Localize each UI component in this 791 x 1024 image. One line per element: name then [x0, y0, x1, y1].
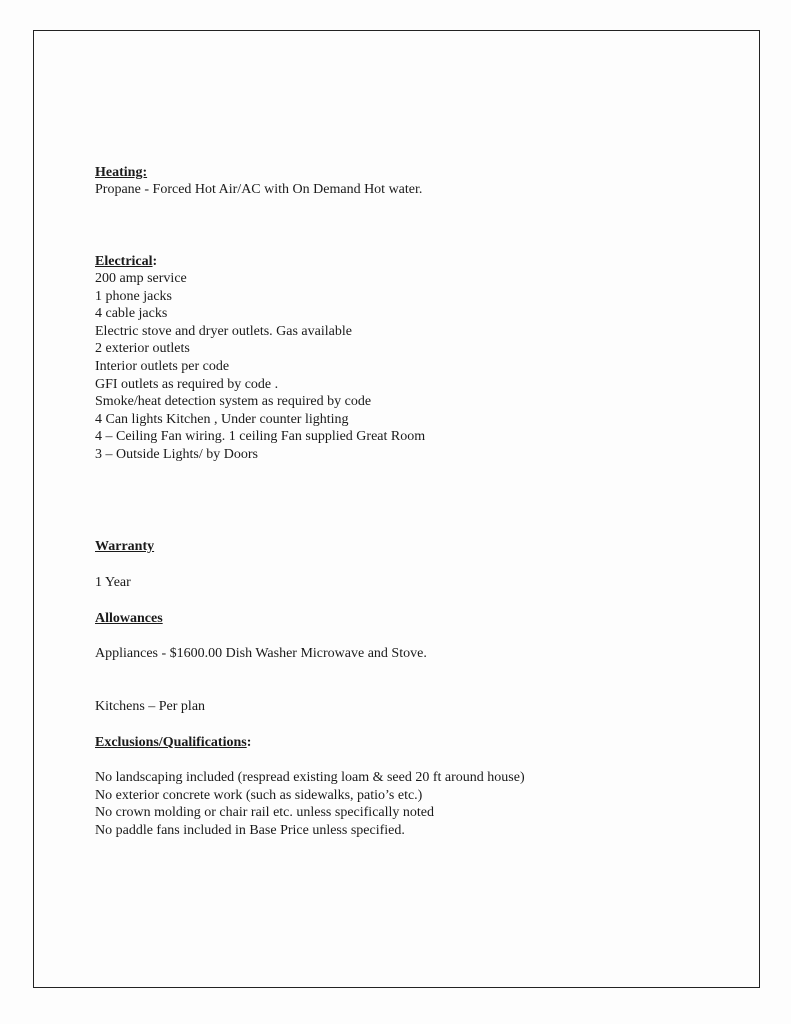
warranty-text: 1 Year [95, 575, 131, 590]
allowances-appliances: Appliances - $1600.00 Dish Washer Microwave and Stove. [95, 646, 427, 661]
exclusion-item: No exterior concrete work (such as sidewalks, patio’s etc.) [95, 787, 423, 803]
electrical-item: 3 – Outside Lights/ by Doors [95, 446, 258, 462]
electrical-item: 4 Can lights Kitchen , Under counter lighting [95, 411, 349, 427]
electrical-item: Interior outlets per code [95, 358, 230, 374]
electrical-item: 4 – Ceiling Fan wiring. 1 ceiling Fan supplied Great Room [95, 429, 426, 445]
exclusion-item: No crown molding or chair rail etc. unless specifically noted [95, 805, 435, 821]
exclusion-item: No landscaping included (respread existing loam & seed 20 ft around house) [95, 770, 525, 785]
allowances-heading: Allowances [95, 611, 163, 626]
electrical-heading-row [95, 253, 157, 271]
electrical-item: 1 phone jacks [95, 288, 172, 304]
electrical-item: Smoke/heat detection system as required by code [95, 394, 372, 410]
exclusions-list [95, 769, 525, 839]
electrical-heading-colon: : [152, 254, 158, 269]
electrical-item: Electric stove and dryer outlets. Gas available [95, 323, 352, 339]
electrical-item: 200 amp service [95, 271, 187, 286]
electrical-item: GFI outlets as required by code . [95, 376, 279, 392]
electrical-item: 2 exterior outlets [95, 341, 190, 357]
heating-heading: Heating: [95, 165, 148, 180]
allowances-kitchens: Kitchens – Per plan [95, 699, 206, 714]
electrical-list [95, 270, 425, 464]
electrical-item: 4 cable jacks [95, 306, 168, 322]
exclusions-heading: Exclusions/Qualifications [95, 735, 247, 750]
warranty-heading: Warranty [95, 539, 155, 554]
exclusions-heading-row [95, 734, 251, 752]
exclusions-heading-colon: : [246, 735, 252, 750]
exclusion-item: No paddle fans included in Base Price unless specified. [95, 822, 405, 838]
electrical-heading: Electrical [95, 254, 153, 269]
heating-text: Propane - Forced Hot Air/AC with On Demand Hot water. [95, 182, 423, 197]
